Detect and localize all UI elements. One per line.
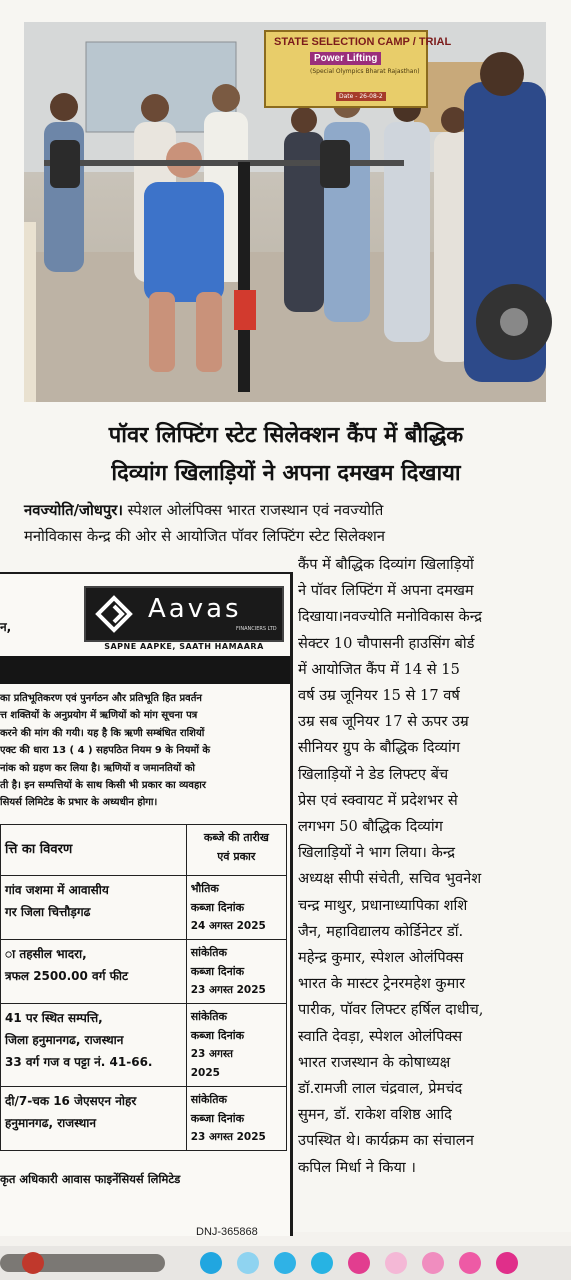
- notice-line: सियर्स लिमिटेड के प्रभार के अध्यधीन होगा।: [0, 797, 158, 809]
- article-line: सुमन, डॉ. राकेश वशिष्ठ आदि: [298, 1106, 452, 1124]
- article-line: खिलाड़ियों ने डेड लिफ्टए बेंच: [298, 765, 449, 783]
- indicator-dot[interactable]: [274, 1252, 296, 1274]
- brand-name: Aavas: [148, 594, 242, 624]
- notice-line: नांक को ग्रहण कर लिया है। ऋणियों व जमानतियों को: [0, 762, 196, 774]
- property-cell: [1, 1004, 187, 1087]
- possession-cell: [186, 1004, 286, 1087]
- possession-label: कब्जा दिनांक: [190, 1112, 245, 1125]
- city-fragment: न,: [0, 620, 12, 634]
- notice-line: त्त शक्तियों के अनुप्रयोग में ऋणियों को मांग सूचना पत्र: [0, 710, 198, 722]
- aavas-mark-icon: [94, 594, 134, 634]
- possession-label: कब्जा दिनांक: [190, 1029, 245, 1042]
- article-line: कपिल मिर्धा ने किया ।: [298, 1158, 416, 1176]
- article-line: स्वाति देवड़ा, स्पेशल ओलंपिक्स: [298, 1027, 463, 1045]
- camp-banner: [264, 30, 452, 108]
- intro-line-1: [24, 498, 546, 524]
- indicator-dot[interactable]: [348, 1252, 370, 1274]
- ad-code: DNJ-365868: [196, 1226, 258, 1238]
- notice-line: एक्ट की धारा 13 ( 4 ) सहपठित नियम 9 के नियमों के: [0, 745, 211, 757]
- possession-label: कब्जा दिनांक: [190, 901, 245, 914]
- article-line: डॉ.रामजी लाल चंद्रवाल, प्रेमचंद: [298, 1080, 463, 1098]
- header-property: त्ति का विवरण: [1, 825, 187, 876]
- notice-title-bar: [0, 656, 290, 684]
- article-line: दिखाया।नवज्योति मनोविकास केन्द्र: [298, 608, 483, 626]
- property-line: गर जिला चित्तौड़गढ: [5, 905, 91, 919]
- table-header-row: [1, 825, 287, 876]
- intro-line-2: मनोविकास केन्द्र की ओर से आयोजित पॉवर लिफ्टिंग स्टेट सिलेक्शन: [24, 528, 385, 545]
- article-line: सीनियर ग्रुप के बौद्धिक दिव्यांग: [298, 739, 460, 757]
- indicator-dot[interactable]: [496, 1252, 518, 1274]
- possession-date-year: 2025: [190, 1067, 220, 1079]
- article-line: सेक्टर 10 चौपासनी हाउसिंग बोर्ड: [298, 634, 475, 652]
- notice-line: ती है। इन सम्पत्तियों के साथ किसी भी प्रकार का व्यवहार: [0, 780, 206, 792]
- article-line: उपस्थित थे। कार्यक्रम का संचालन: [298, 1132, 474, 1150]
- notice-text: [0, 690, 286, 812]
- indicator-dot[interactable]: [311, 1252, 333, 1274]
- article-line: कैंप में बौद्धिक दिव्यांग खिलाड़ियों: [298, 556, 474, 573]
- article-line: चन्द्र माथुर, प्रधानाध्यापिका शशि: [298, 896, 468, 914]
- article-line: भारत के मास्टर ट्रेनरमहेश कुमार: [298, 975, 466, 993]
- possession-date: 24 अगस्त 2025: [190, 920, 266, 932]
- property-line: 33 वर्ग गज व पट्टा नं. 41-66.: [5, 1055, 153, 1069]
- indicator-dot[interactable]: [200, 1252, 222, 1274]
- indicator-dot[interactable]: [385, 1252, 407, 1274]
- article-line: लगभग 50 बौद्धिक दिव्यांग: [298, 818, 443, 836]
- possession-notice-ad: [0, 572, 293, 1236]
- indicator-dot[interactable]: [237, 1252, 259, 1274]
- intro-text-1: स्पेशल ओलंपिक्स भारत राजस्थान एवं नवज्योति: [122, 502, 384, 519]
- article-line: ने पॉवर लिफ्टिंग में अपना दमखम: [298, 582, 474, 600]
- possession-type: सांकेतिक: [190, 1093, 228, 1106]
- possession-type: सांकेतिक: [190, 946, 228, 959]
- banner-title: STATE SELECTION CAMP / TRIAL: [274, 36, 452, 48]
- property-cell: [1, 876, 187, 940]
- property-cell: [1, 1087, 187, 1151]
- article-line: महेन्द्र कुमार, स्पेशल ओलंपिक्स: [298, 949, 464, 967]
- headline-line-1: पॉवर लिफ्टिंग स्टेट सिलेक्शन कैंप में बौद्धिक: [108, 422, 464, 448]
- article-line: भारत राजस्थान के कोषाध्यक्ष: [298, 1053, 451, 1071]
- possession-table: [0, 824, 287, 1151]
- article-line: पारीक, पॉवर लिफ्टर हर्षिल दाधीच,: [298, 1001, 484, 1019]
- viewer-scroll-bar[interactable]: [0, 1254, 165, 1272]
- header-possession: [186, 825, 286, 876]
- property-cell: [1, 940, 187, 1004]
- table-row: [1, 1087, 287, 1151]
- banner-date: Date - 26-08-2: [336, 92, 386, 101]
- brand-sub: FINANCIERS LTD: [236, 626, 277, 632]
- possession-cell: [186, 1087, 286, 1151]
- property-line: 41 पर स्थित सम्पत्ति,: [5, 1011, 103, 1025]
- possession-type: सांकेतिक: [190, 1010, 228, 1023]
- event-photo: [24, 22, 546, 402]
- article-headline: [24, 416, 548, 492]
- article-line: उम्र सब जूनियर 17 से ऊपर उम्र: [298, 713, 469, 731]
- possession-label: कब्जा दिनांक: [190, 965, 245, 978]
- banner-line: (Special Olympics Bharat Rajasthan): [310, 68, 420, 75]
- article-line: अध्यक्ष सीपी संचेती, सचिव भुवनेश: [298, 870, 482, 888]
- header-possession-line-2: एवं प्रकार: [217, 850, 256, 863]
- table-row: [1, 876, 287, 940]
- article-line: में आयोजित कैंप में 14 से 15: [298, 660, 460, 678]
- headline-line-2: दिव्यांग खिलाड़ियों ने अपना दमखम दिखाया: [111, 460, 461, 486]
- property-line: ा तहसील भादरा,: [5, 947, 87, 961]
- property-line: हनुमानगढ, राजस्थान: [5, 1116, 97, 1130]
- possession-cell: [186, 940, 286, 1004]
- indicator-dot[interactable]: [459, 1252, 481, 1274]
- article-intro: [24, 498, 546, 550]
- possession-type: भौतिक: [190, 882, 219, 895]
- notice-line: का प्रतिभूतिकरण एवं पुनर्गठन और प्रतिभूति हित प्रवर्तन: [0, 693, 202, 704]
- property-line: त्रफल 2500.00 वर्ग फीट: [5, 969, 129, 983]
- scroll-knob[interactable]: [22, 1252, 44, 1274]
- article-line: प्रेस एवं स्क्वायट में प्रदेशभर से: [298, 791, 458, 809]
- notice-line: करने की मांग की गयी। यह है कि ऋणी सम्बंधित राशियों: [0, 727, 205, 739]
- possession-cell: [186, 876, 286, 940]
- article-line: खिलाड़ियों ने भाग लिया। केन्द्र: [298, 844, 456, 862]
- aavas-logo: [84, 586, 284, 642]
- article-line: वर्ष उम्र जूनियर 15 से 17 वर्ष: [298, 687, 460, 705]
- authorized-officer: कृत अधिकारी आवास फाइनेंसियर्स लिमिटेड: [0, 1172, 181, 1186]
- possession-date: 23 अगस्त 2025: [190, 1131, 266, 1143]
- banner-subtitle: Power Lifting: [310, 52, 381, 65]
- indicator-dot[interactable]: [422, 1252, 444, 1274]
- brand-tagline: SAPNE AAPKE, SAATH HAMAARA: [104, 642, 264, 651]
- property-line: गांव जशमा में आवासीय: [5, 883, 109, 897]
- article-line: जैन, महाविद्यालय कोर्डिनेटर डॉ.: [298, 922, 464, 940]
- dateline: नवज्योति/जोधपुर।: [24, 502, 123, 519]
- possession-date: 23 अगस्त: [190, 1048, 233, 1060]
- header-possession-line-1: कब्जे की तारीख: [203, 831, 269, 844]
- possession-date: 23 अगस्त 2025: [190, 984, 266, 996]
- table-row: [1, 940, 287, 1004]
- property-line: दी/7-चक 16 जेएसएन नोहर: [5, 1094, 137, 1108]
- article-body: [298, 552, 548, 1181]
- table-row: [1, 1004, 287, 1087]
- property-line: जिला हनुमानगढ, राजस्थान: [5, 1033, 124, 1047]
